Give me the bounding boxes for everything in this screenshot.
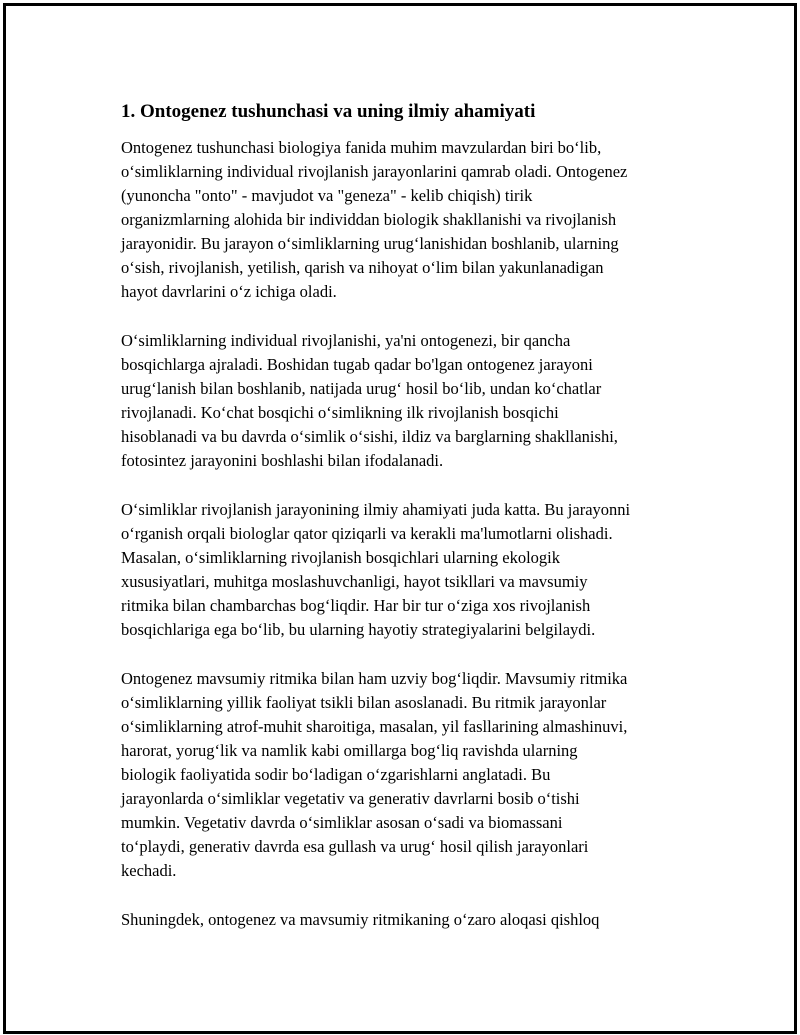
- text-line: biologik faoliyatida sodir bo‘ladigan o‘zgarishlarni anglatadi. Bu: [121, 765, 551, 784]
- paragraph-3: [121, 498, 721, 642]
- paragraph-2: [121, 329, 721, 473]
- text-line: to‘playdi, generativ davrda esa gullash va urug‘ hosil qilish jarayonlari: [121, 837, 589, 856]
- document-body: [121, 100, 721, 957]
- text-line: Ontogenez mavsumiy ritmika bilan ham uzviy bog‘liqdir. Mavsumiy ritmika: [121, 669, 628, 688]
- text-line: rivojlanadi. Ko‘chat bosqichi o‘simlikning ilk rivojlanish bosqichi: [121, 403, 559, 422]
- text-line: o‘simliklarning yillik faoliyat tsikli bilan asoslanadi. Bu ritmik jarayonlar: [121, 693, 607, 712]
- text-line: o‘sish, rivojlanish, yetilish, qarish va nihoyat o‘lim bilan yakunlanadigan: [121, 258, 604, 277]
- paragraph-1: [121, 136, 721, 304]
- section-heading: 1. Ontogenez tushunchasi va uning ilmiy ahamiyati: [121, 101, 536, 122]
- text-line: o‘simliklarning atrof-muhit sharoitiga, masalan, yil fasllarining almashinuvi,: [121, 717, 628, 736]
- text-line: o‘rganish orqali biologlar qator qiziqarli va kerakli ma'lumotlarni olishadi.: [121, 524, 613, 543]
- text-line: jarayonidir. Bu jarayon o‘simliklarning urug‘lanishidan boshlanib, ularning: [121, 234, 619, 253]
- text-line: Shuningdek, ontogenez va mavsumiy ritmikaning o‘zaro aloqasi qishloq: [121, 910, 600, 929]
- text-line: (yunoncha "onto" - mavjudot va "geneza" - kelib chiqish) tirik: [121, 186, 533, 205]
- text-line: ritmika bilan chambarchas bog‘liqdir. Har bir tur o‘ziga xos rivojlanish: [121, 596, 591, 615]
- text-line: Ontogenez tushunchasi biologiya fanida muhim mavzulardan biri bo‘lib,: [121, 138, 602, 157]
- text-line: jarayonlarda o‘simliklar vegetativ va generativ davrlarni bosib o‘tishi: [121, 789, 580, 808]
- text-line: bosqichlarga ajraladi. Boshidan tugab qadar bo'lgan ontogenez jarayoni: [121, 355, 593, 374]
- paragraph-5: [121, 908, 721, 932]
- text-line: O‘simliklarning individual rivojlanishi, ya'ni ontogenezi, bir qancha: [121, 331, 571, 350]
- text-line: bosqichlariga ega bo‘lib, bu ularning hayotiy strategiyalarini belgilaydi.: [121, 620, 596, 639]
- text-line: mumkin. Vegetativ davrda o‘simliklar asosan o‘sadi va biomassani: [121, 813, 563, 832]
- text-line: urug‘lanish bilan boshlanib, natijada urug‘ hosil bo‘lib, undan ko‘chatlar: [121, 379, 602, 398]
- text-line: organizmlarning alohida bir individdan biologik shakllanishi va rivojlanish: [121, 210, 617, 229]
- text-line: hisoblanadi va bu davrda o‘simlik o‘sishi, ildiz va barglarning shakllanishi,: [121, 427, 618, 446]
- text-line: xususiyatlari, muhitga moslashuvchanligi, hayot tsikllari va mavsumiy: [121, 572, 588, 591]
- text-line: hayot davrlarini o‘z ichiga oladi.: [121, 282, 337, 301]
- text-line: harorat, yorug‘lik va namlik kabi omillarga bog‘liq ravishda ularning: [121, 741, 578, 760]
- text-line: Masalan, o‘simliklarning rivojlanish bosqichlari ularning ekologik: [121, 548, 561, 567]
- text-line: o‘simliklarning individual rivojlanish jarayonlarini qamrab oladi. Ontogenez: [121, 162, 628, 181]
- text-line: kechadi.: [121, 861, 177, 880]
- text-line: O‘simliklar rivojlanish jarayonining ilmiy ahamiyati juda katta. Bu jarayonni: [121, 500, 631, 519]
- text-line: fotosintez jarayonini boshlashi bilan ifodalanadi.: [121, 451, 444, 470]
- page-frame: [3, 3, 797, 1034]
- paragraph-4: [121, 667, 721, 883]
